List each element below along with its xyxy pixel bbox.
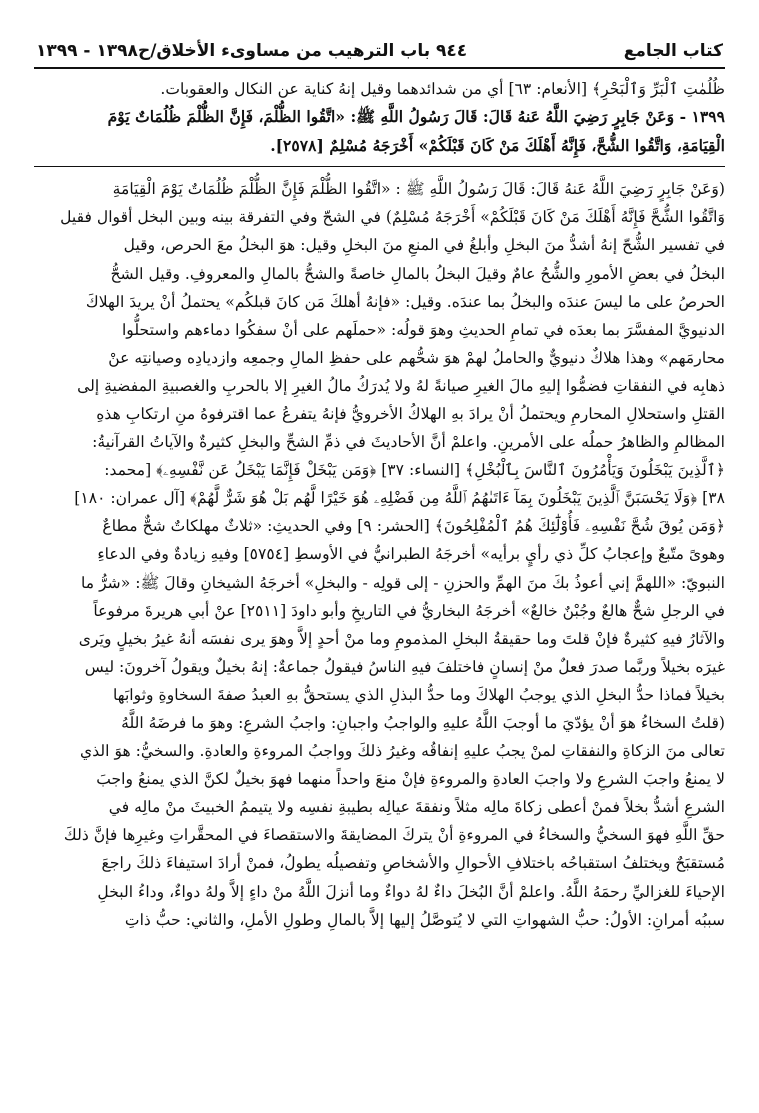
hadith-text: [34, 103, 725, 160]
commentary-line: ﴿وَمَن يُوقَ شُحَّ نَفْسِهِۦ فَأُوْلَٰٓئِكَ هُمُ ٱلْمُفْلِحُونَ﴾ [الحشر: ٩] وفي الحديثِ: «ثلاثٌ مهلكاتٌ شحٌّ مطاعٌ: [102, 517, 725, 536]
book-title: كتاب الجامع: [623, 41, 723, 61]
commentary-line: المظالمِ والظاهرُ حملُه على الأمرينِ. واعلمْ أنَّ الأحاديثَ في ذمِّ الشحِّ والبخلِ كثيرةٌ والآياتُ القرآنيةُ:: [92, 433, 725, 452]
commentary-line: البخلُ في بعضِ الأمورِ والشُّحُ عامٌ وقيلَ البخلُ بالمالِ خاصةً والشحُّ بالمالِ والمعروفِ. وقيل الشحُّ: [110, 264, 725, 283]
section-divider: [34, 166, 725, 167]
commentary-line: بخيلاً فماذا حدُّ البخلِ الذي يوجبُ الهلاكَ وما حدُّ البذلِ الذي يستحقُّ بهِ العبدُ صفةَ السخاوةِ وثوابَها: [113, 685, 725, 704]
commentary-line: غيرَه بخيلاً وربَّما صدرَ فعلٌ منْ إنسانٍ فاختلفَ فيهِ الناسُ فيقولُ جماعةٌ: إنهُ بخيلٌ ويقولُ آخرونَ: ليس: [84, 657, 725, 676]
page-header: [34, 40, 725, 69]
commentary-line: القتلِ واستحلالِ المحارمِ ويحتملُ أنْ يرادَ بهِ الهلاكُ الأخرويُّ فإنهُ يتفرعُ عما اقترفوهُ منِ ارتكابِ هذهِ: [96, 404, 725, 423]
commentary-line: الدنيويَّ المفسَّرَ بما بعدَه في تمامِ الحديثِ وهوَ قولُه: «حملَهم على أنْ سفكُوا دماءهم واستحلُّوا: [121, 320, 725, 339]
book-page: [34, 40, 725, 1100]
commentary-line: الإحياءَ للغزاليِّ رحمَهُ اللَّهُ. واعلمْ أنَّ البُخلَ داءٌ لهُ دواءٌ وما أنزلَ اللَّهُ منْ داءٍ إلاَّ ولهُ دواءٌ، وداءُ البخلِ: [97, 882, 725, 901]
commentary-line: حقِّ اللَّهِ فهوَ السخيُّ والسخاءُ في المروءةِ أنْ يتركَ المضايقةَ والاستقصاءَ في المحقَّراتِ وغيرِها فإنَّ ذلكَ: [63, 826, 725, 845]
commentary-line: ٣٨] ﴿وَلَا يَحْسَبَنَّ ٱلَّذِينَ يَبْخَلُونَ بِمَآ ءَاتَىٰهُمُ ٱللَّهُ مِن فَضْلِهِۦ هُوَ خَيْرًا لَّهُم بَلْ هُوَ شَرٌّ لَّهُمْ﴾ [آل عمران: ١٨٠]: [74, 489, 725, 508]
commentary-line: سببُه أمرانِ: الأولُ: حبُّ الشهواتِ التي لا يُتوصَّلُ إليها إلاَّ بالمالِ وطولِ الأملِ، والثاني: حبُّ ذاتِ: [124, 910, 725, 929]
commentary-line: محارمَهم» وهذا هلاكٌ دنيويٌّ والحاملُ لهمْ هوَ شحُّهم على حفظِ المالِ وجمعِه وازديادِه وصيانتِه عنْ: [108, 348, 725, 367]
hadith-number: ١٣٩٩ -: [679, 107, 725, 127]
commentary-line: وهوىً متّبعٌ وإعجابُ كلِّ ذي رأيٍ برأيه» أخرجَهُ الطبرانيُّ في الأوسطِ [٥٧٥٤] وفيهِ زيادةٌ وفي الدعاءِ: [97, 545, 725, 564]
commentary-line: في الرجلِ شحٌّ هالعٌ وجُبْنٌ خالعٌ» أخرجَهُ البخاريُّ في التاريخِ وأبو داودَ [٢٥١١] عنْ أبي هريرةَ مرفوعاً: [93, 601, 725, 620]
commentary-line: تعالى منَ الزكاةِ والنفقاتِ لمنْ يجبُ عليهِ إنفاقُه وغيرُ ذلكَ وواجبُ المروءةِ والعادةِ. والسخيُّ: هوَ الذي: [80, 742, 725, 761]
commentary-line: مُستقبَحٌ ويختلفُ استقباحُه باختلافِ الأحوالِ والأشخاصِ وتفصيلُه يطولُ، فمنْ أرادَ استيفاءَ ذلكَ راجعَ: [101, 854, 725, 873]
commentary-line: الشرعِ أشدُّ بخلاً فمنْ أعطى زكاةَ مالِه مثلاً ونفقةَ عيالِه بطيبةِ نفسِه ولا يتيممُ الخبيثَ منْ مالِه في: [108, 798, 725, 817]
commentary-body: [34, 175, 725, 934]
commentary-line: ذهابِه في النفقاتِ فضمُّوا إليهِ مالَ الغيرِ صيانةً لهُ ولا يُدرَكُ مالُ الغيرِ إلا بالحربِ والغصبيةِ المفضيةِ إلى: [77, 376, 725, 395]
continuation-line: ظُلُمٰتِ ٱلْبَرِّ وَٱلْبَحْرِ﴾ [الأنعام: ٦٣] أي من شدائدهما وقيل إنهُ كناية عن النكال والعقوبات.: [160, 80, 725, 98]
hadith-line-1: [34, 103, 725, 131]
commentary-line: في تفسير الشُّحّ إنهُ أشدُّ منَ البخلِ وأبلغُ في المنعِ منَ البخلِ وقيل: هوَ البخلُ معَ الحرص، وقيل: [123, 236, 725, 255]
commentary-line: الحرصُ على ما ليسَ عندَه والبخلُ بما عندَه. وقيل: «فإنهُ أهلكَ مَن كانَ قبلكُم» يحتملُ أنْ يريدَ الهلاكَ: [85, 292, 725, 311]
page-chapter-info: ٩٤٤ باب الترهيب من مساوىء الأخلاق/ح١٣٩٨ - ١٣٩٩: [36, 41, 468, 61]
hadith-line-1-text: وَعَنْ جَابِرٍ رَضِيَ اللَّهُ عَنهُ قَالَ: قَالَ رَسُولُ اللَّهِ ﷺ: «اتَّقُوا الظُّلْمَ، فَإِنَّ الظُّلْمَ ظُلُمَاتٌ يَوْمَ: [107, 107, 675, 127]
commentary-line: النبويّ: «اللهمَّ إني أعوذُ بكَ منَ الهمِّ والحزنِ - إلى قولِه - والبخلِ» أخرجَهُ الشيخانِ وقالَ ﷺ: «شرُّ ما: [81, 573, 725, 592]
commentary-line: لا يمنعُ واجبَ الشرعِ ولا واجبَ العادةِ والمروءةِ فإنْ منعَ واحداً منهما فهوَ بخيلٌ لكنَّ الذي يمنعُ واجبَ: [96, 770, 725, 789]
commentary-line: (وَعَنْ جَابِرٍ رَضِيَ اللَّهُ عَنهُ قَالَ: قَالَ رَسُولُ اللَّهِ ﷺ : «اتَّقُوا الظُّلْمَ فَإِنَّ الظُّلْمَ ظُلُمَاتٌ يَوْمَ الْقِيَامَةِ: [112, 180, 725, 199]
commentary-line: وَاتَّقُوا الشُّحَّ فَإِنَّهُ أَهْلَكَ مَنْ كَانَ قَبْلَكُمْ» أَخْرَجَهُ مُسْلِمٌ) في الشحّ وفي التفرقة بينه وبين البخل أقوال فقيل: [60, 208, 725, 227]
commentary-line: ﴿ٱلَّذِينَ يَبْخَلُونَ وَيَأْمُرُونَ ٱلنَّاسَ بِٱلْبُخْلِ﴾ [النساء: ٣٧] ﴿وَمَن يَبْخَلْ فَإِنَّمَا يَبْخَلُ عَن نَّفْسِهِۦ﴾ [محمد:: [104, 461, 725, 480]
commentary-line: (قلتُ السخاءُ هوَ أنْ يؤدّيَ ما أوجبَ اللَّهُ عليهِ والواجبُ واجبانِ: واجبُ الشرعِ: وهوَ ما فرضَهُ اللَّهُ: [121, 714, 725, 732]
hadith-line-2: الْقِيَامَةِ، وَاتَّقُوا الشُّحَّ، فَإِنَّهُ أَهْلَكَ مَنْ كَانَ قَبْلَكُمْ» أَخْرَجَهُ مُسْلِمٌ [٢٥٧٨].: [270, 135, 725, 155]
commentary-line: والآثارُ فيهِ كثيرةٌ فإنْ قلتَ وما حقيقةُ البخلِ المذمومِ وما منْ أحدٍ إلاَّ وهوَ يرى نفسَه أنهُ غيرُ بخيلٍ ويَرى: [78, 629, 725, 648]
